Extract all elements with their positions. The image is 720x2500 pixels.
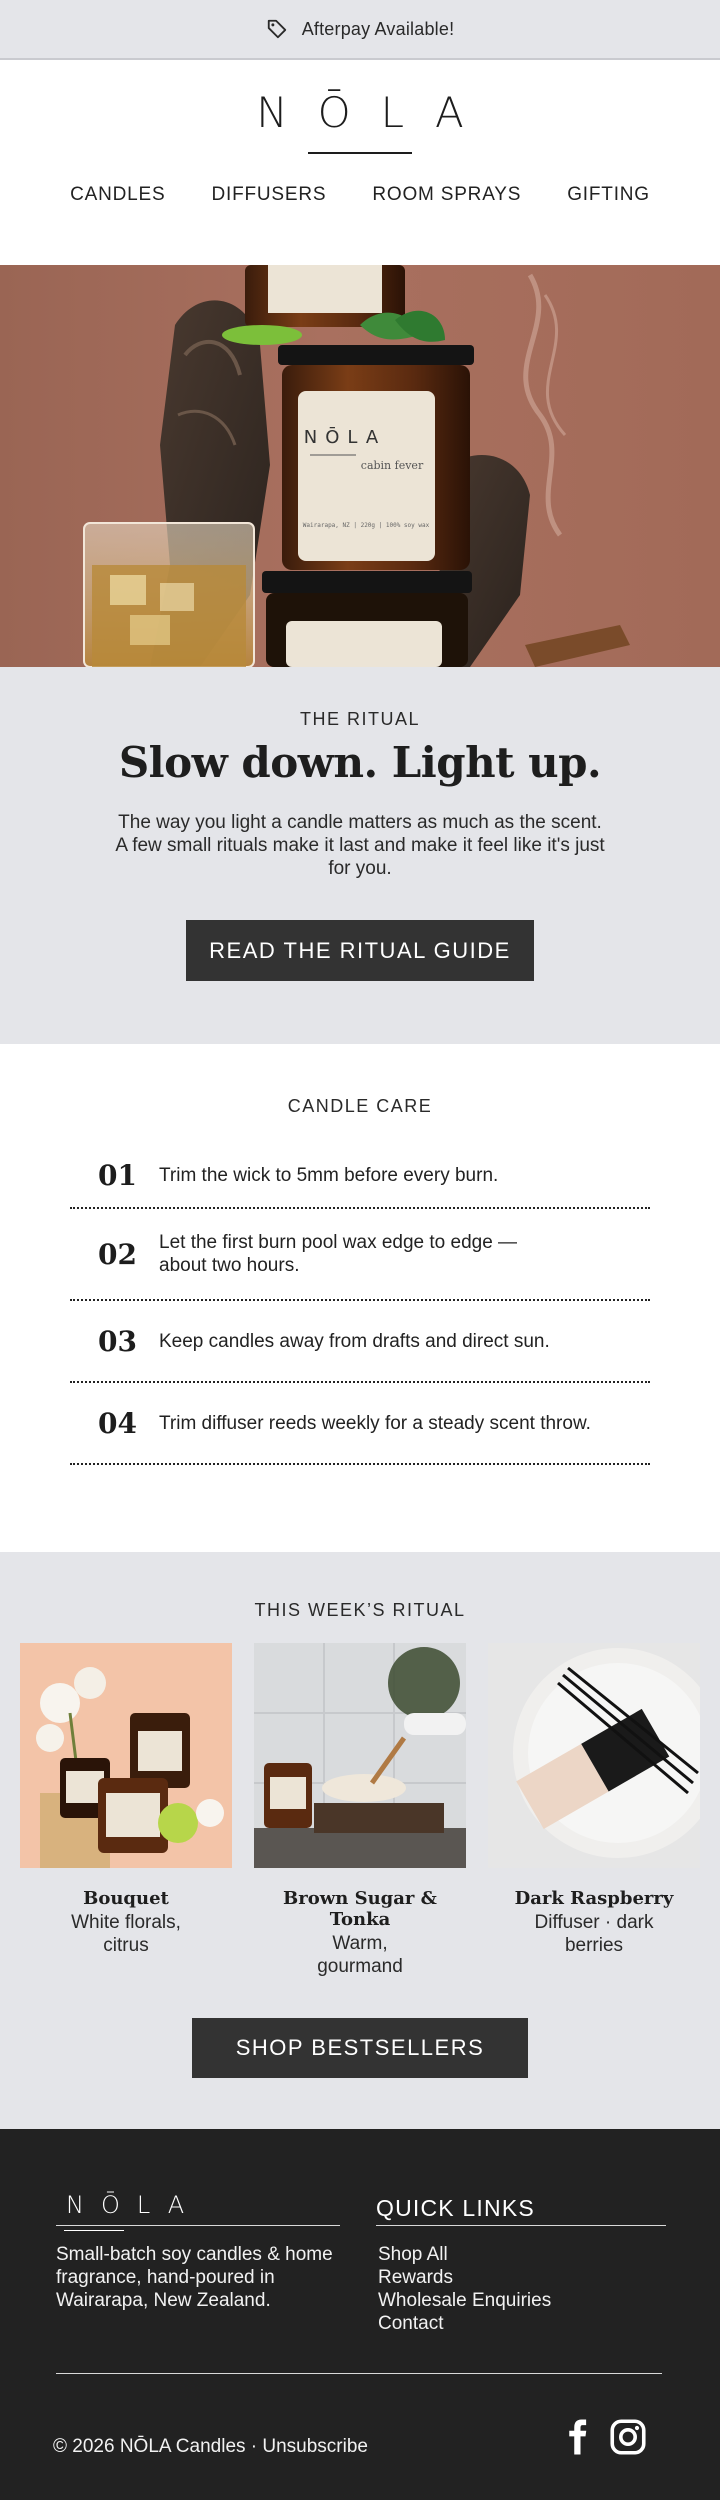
care-steps — [70, 1143, 650, 1465]
product-image-brown-sugar-tonka[interactable] — [254, 1643, 466, 1868]
ritual-title: Slow down. Light up. — [118, 738, 602, 787]
step-number: 02 — [98, 1237, 137, 1271]
product-name[interactable]: Brown Sugar & Tonka — [283, 1888, 437, 1930]
footer-logo-underline — [64, 2230, 124, 2231]
footer-divider-left — [56, 2225, 340, 2226]
product-desc: White florals, citrus — [71, 1912, 181, 1956]
product-image-dark-raspberry[interactable] — [488, 1643, 700, 1868]
product-name[interactable]: Dark Raspberry — [514, 1888, 674, 1909]
link-wholesale[interactable]: Wholesale Enquiries — [378, 2290, 552, 2311]
link-shop-all[interactable]: Shop All — [378, 2244, 448, 2265]
copyright[interactable]: © 2026 NŌLA Candles · Unsubscribe — [53, 2436, 368, 2457]
hero-image[interactable] — [0, 265, 720, 667]
quick-links — [378, 2243, 551, 2335]
jar-logo: NŌLA — [303, 427, 387, 448]
step-text: Let the first burn pool wax edge to edge — about two hours. — [159, 1232, 518, 1276]
jar-scent: cabin fever — [360, 459, 424, 472]
ritual-body: The way you light a candle matters as much as the scent. A few small rituals make it last and make it feel like it's just for you. — [115, 812, 605, 879]
step-text: Keep candles away from drafts and direct sun. — [159, 1330, 550, 1352]
care-step — [70, 1383, 650, 1465]
ritual-guide-button[interactable]: READ THE RITUAL GUIDE — [186, 920, 534, 981]
product-image-bouquet[interactable] — [20, 1643, 232, 1868]
step-number: 01 — [98, 1158, 137, 1192]
nav-diffusers[interactable]: DIFFUSERS — [211, 184, 327, 205]
main-nav — [47, 184, 673, 206]
header — [0, 60, 720, 265]
ritual-section — [0, 667, 720, 1044]
footer-divider-bottom — [56, 2373, 662, 2374]
link-contact[interactable]: Contact — [378, 2313, 444, 2334]
instagram-icon[interactable] — [610, 2419, 646, 2460]
candle-care-section — [0, 1044, 720, 1552]
product-desc: Diffuser · dark berries — [534, 1912, 654, 1956]
footer — [0, 2129, 720, 2500]
hero-illustration — [0, 265, 720, 667]
quick-links-title: QUICK LINKS — [376, 2195, 535, 2221]
link-rewards[interactable]: Rewards — [378, 2267, 453, 2288]
shop-bestsellers-button[interactable]: SHOP BESTSELLERS — [192, 2018, 528, 2078]
product-card[interactable] — [488, 1643, 700, 1978]
logo-underline — [308, 152, 412, 154]
care-step — [70, 1209, 650, 1301]
brand-logo[interactable]: NŌLA — [256, 88, 494, 137]
care-step — [70, 1143, 650, 1209]
footer-about: Small-batch soy candles & home fragrance, hand-poured in Wairarapa, New Zealand. — [56, 2244, 333, 2311]
product-card[interactable] — [254, 1643, 466, 1978]
week-eyebrow: THIS WEEK’S RITUAL — [254, 1600, 466, 1620]
ritual-eyebrow: THE RITUAL — [299, 709, 420, 729]
step-number: 03 — [98, 1324, 137, 1358]
afterpay-bar[interactable] — [0, 0, 720, 60]
weekly-ritual-section — [0, 1552, 720, 2129]
care-eyebrow: CANDLE CARE — [287, 1096, 433, 1116]
care-step — [70, 1301, 650, 1383]
afterpay-text: Afterpay Available! — [301, 18, 455, 39]
product-card[interactable] — [20, 1643, 232, 1978]
facebook-icon[interactable] — [563, 2419, 593, 2460]
step-number: 04 — [98, 1406, 137, 1440]
footer-divider-right — [376, 2225, 666, 2226]
jar-small-print: Wairarapa, NZ | 220g | 100% soy wax — [302, 522, 430, 529]
footer-logo[interactable]: NŌLA — [66, 2191, 202, 2219]
nav-room-sprays[interactable]: ROOM SPRAYS — [372, 184, 522, 205]
product-name[interactable]: Bouquet — [83, 1888, 169, 1909]
step-text: Trim diffuser reeds weekly for a steady scent throw. — [159, 1412, 591, 1434]
product-grid — [20, 1643, 700, 1978]
tag-icon — [266, 18, 288, 40]
step-text: Trim the wick to 5mm before every burn. — [159, 1164, 499, 1186]
nav-gifting[interactable]: GIFTING — [567, 184, 650, 205]
product-desc: Warm, gourmand — [317, 1933, 403, 1977]
nav-candles[interactable]: CANDLES — [70, 184, 166, 205]
